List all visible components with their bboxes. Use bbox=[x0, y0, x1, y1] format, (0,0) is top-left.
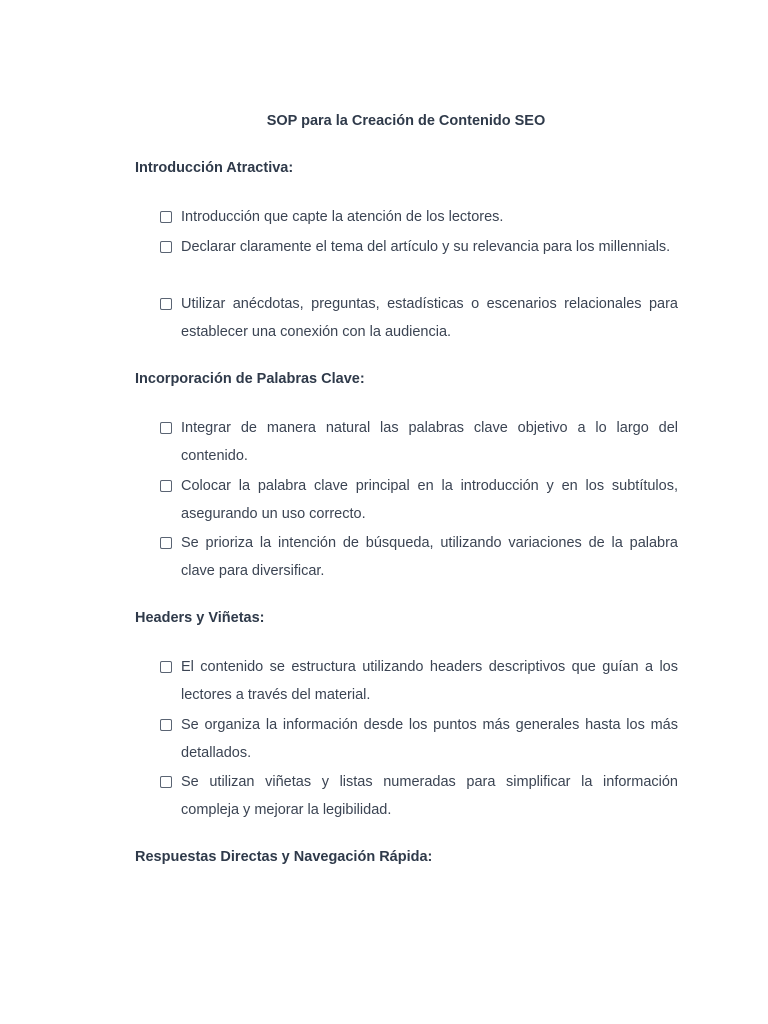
checklist-item-text: Integrar de manera natural las palabras clave objetivo a lo largo del contenido. bbox=[181, 420, 678, 464]
checklist-item bbox=[160, 768, 678, 824]
checkbox-icon[interactable] bbox=[160, 661, 172, 673]
checkbox-icon[interactable] bbox=[160, 211, 172, 223]
page-title: SOP para la Creación de Contenido SEO bbox=[266, 113, 546, 129]
checklist-item-text: Se utilizan viñetas y listas numeradas para simplificar la información compleja y mejorar la legibilidad. bbox=[181, 774, 678, 818]
section-heading-palabras-clave: Incorporación de Palabras Clave: bbox=[135, 371, 365, 387]
checklist-item-text: Utilizar anécdotas, preguntas, estadísticas o escenarios relacionales para establecer una conexión con la audiencia. bbox=[181, 296, 678, 340]
checkbox-icon[interactable] bbox=[160, 422, 172, 434]
section-heading-headers-vinetas: Headers y Viñetas: bbox=[135, 610, 265, 626]
checklist-item bbox=[160, 653, 678, 709]
checklist-item bbox=[160, 203, 678, 231]
section-heading-respuestas-directas: Respuestas Directas y Navegación Rápida: bbox=[135, 849, 433, 865]
checkbox-icon[interactable] bbox=[160, 537, 172, 549]
checklist-item bbox=[160, 472, 678, 528]
checklist-item-text: Introducción que capte la atención de los lectores. bbox=[181, 209, 504, 225]
checklist-item-text: Se organiza la información desde los puntos más generales hasta los más detallados. bbox=[181, 717, 678, 761]
checklist-item-text: Declarar claramente el tema del artículo y su relevancia para los millennials. bbox=[181, 239, 671, 255]
checklist-item bbox=[160, 529, 678, 585]
checklist-item-text: El contenido se estructura utilizando headers descriptivos que guían a los lectores a través del material. bbox=[181, 659, 678, 703]
checkbox-icon[interactable] bbox=[160, 719, 172, 731]
checklist-item bbox=[160, 290, 678, 346]
checkbox-icon[interactable] bbox=[160, 241, 172, 253]
checkbox-icon[interactable] bbox=[160, 480, 172, 492]
checkbox-icon[interactable] bbox=[160, 776, 172, 788]
checkbox-icon[interactable] bbox=[160, 298, 172, 310]
section-heading-introduccion: Introducción Atractiva: bbox=[135, 160, 294, 176]
checklist-item bbox=[160, 233, 678, 261]
checklist-item bbox=[160, 711, 678, 767]
checklist-item bbox=[160, 414, 678, 470]
checklist-item-text: Se prioriza la intención de búsqueda, utilizando variaciones de la palabra clave para diversificar. bbox=[181, 535, 678, 579]
checklist-item-text: Colocar la palabra clave principal en la introducción y en los subtítulos, asegurando un uso correcto. bbox=[181, 478, 678, 522]
